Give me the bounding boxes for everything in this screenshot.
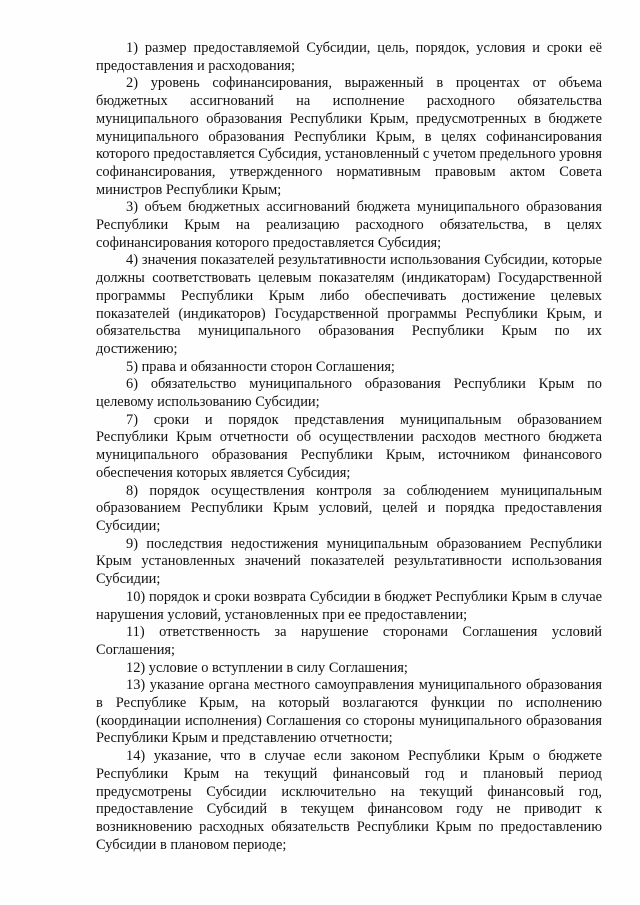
provision-item-11: 11) ответственность за нарушение сторонами Соглашения условий Соглашения; (96, 624, 602, 658)
provision-item-1: 1) размер предоставляемой Субсидии, цель, порядок, условия и сроки её предоставления и расходования; (96, 40, 602, 74)
provision-item-10: 10) порядок и сроки возврата Субсидии в бюджет Республики Крым в случае нарушения условий, установленных при ее предоставлении; (96, 588, 602, 623)
provision-item-12: 12) условие о вступлении в силу Соглашения; (126, 659, 408, 676)
provision-item-8: 8) порядок осуществления контроля за соблюдением муниципальным образованием Республики Крым условий, целей и порядка предоставления Субсидии; (96, 482, 602, 534)
provision-item-9: 9) последствия недостижения муниципальным образованием Республики Крым установленных значений показателей результативности использования Субсидии; (96, 535, 602, 588)
agreement-provisions-list (96, 40, 602, 854)
provision-item-14: 14) указание, что в случае если законом Республики Крым о бюджете Республики Крым на текущий финансовый год и плановый период предусмотрены Субсидии исключительно на текущий финансовый год, предоставление Субсидий в текущем финансовом году не приводит к возникновению расходных обязательств Республики Крым по предоставлению Субсидии в плановом периоде; (96, 748, 602, 853)
provision-item-3: 3) объем бюджетных ассигнований бюджета муниципального образования Республики Крым на реализацию расходного обязательства, в целях софинансирования которого предоставляется Субсидия; (96, 199, 602, 251)
provision-item-2: 2) уровень софинансирования, выраженный в процентах от объема бюджетных ассигнований на исполнение расходного обязательства муниципального образования Республики Крым, предусмотренных в бюджете муниципального образования Республики Крым, в целях софинансирования которого предоставляется Субсидия, установленный с учетом предельного уровня софинансирования, утвержденного нормативным правовым актом Совета министров Республики Крым; (96, 75, 602, 198)
provision-item-13: 13) указание органа местного самоуправления муниципального образования в Республике Крым, на который возлагаются функции по исполнению (координации исполнения) Соглашения со стороны муниципального образования Республики Крым и представлению отчетности; (96, 677, 602, 747)
provision-item-7: 7) сроки и порядок представления муниципальным образованием Республики Крым отчетности об осуществлении расходов местного бюджета муниципального образования Республики Крым, источником финансового обеспечения которых является Субсидия; (96, 411, 602, 481)
provision-item-4: 4) значения показателей результативности использования Субсидии, которые должны соответствовать целевым показателям (индикаторам) Государственной программы Республики Крым либо обеспечивать достижение целевых показателей (индикаторов) Государственной программы Республики Крым, и обязательства муниципального образования Республики Крым по их достижению; (96, 252, 602, 357)
provision-item-5: 5) права и обязанности сторон Соглашения; (126, 358, 395, 375)
provision-item-6: 6) обязательство муниципального образования Республики Крым по целевому использованию Субсидии; (96, 376, 602, 411)
